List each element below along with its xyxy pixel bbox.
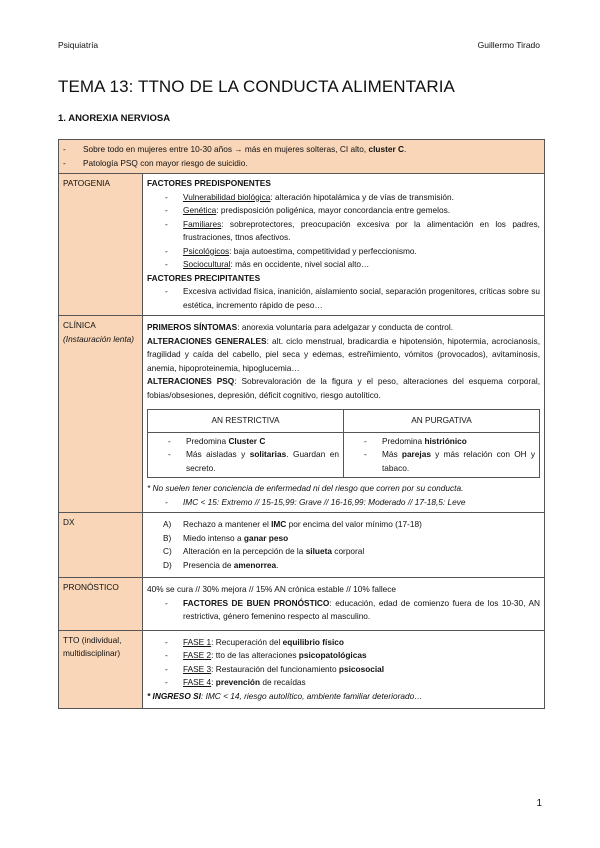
- restrictiva-item: - Más aisladas y solitarias. Guardan en secreto.: [186, 448, 339, 475]
- restrictiva-item: - Predomina Cluster C: [186, 435, 339, 449]
- page-title: TEMA 13: TTNO DE LA CONDUCTA ALIMENTARIA: [58, 77, 455, 96]
- intro-item: - Patología PSQ con mayor riesgo de suicidio.: [83, 157, 540, 171]
- predisp-item: - Sociocultural: más en occidente, nivel social alto…: [183, 258, 540, 272]
- predisp-title: FACTORES PREDISPONENTES: [147, 178, 271, 188]
- clinica-label: CLÍNICA (Instauración lenta): [59, 316, 143, 513]
- dx-item: D) Presencia de amenorrea.: [163, 559, 279, 570]
- predisp-item: - Genética: predisposición poligénica, mayor concordancia entre gemelos.: [183, 204, 540, 218]
- imc-scale: - IMC < 15: Extremo // 15-15,99: Grave // 16-16,99: Moderado // 17-18,5: Leve: [183, 496, 540, 510]
- tto-fase: - FASE 4: prevención de recaídas: [183, 676, 540, 690]
- predisp-item: - Vulnerabilidad biológica: alteración hipotalámica y de vías de transmisión.: [183, 191, 540, 205]
- dx-content: [143, 513, 545, 578]
- tto-row: [59, 630, 545, 709]
- pronostico-row: [59, 578, 545, 631]
- patogenia-content: [143, 174, 545, 316]
- tto-fase: - FASE 2: tto de las alteraciones psicopatológicas: [183, 649, 540, 663]
- purgativa-item: - Más parejas y más relación con OH y tabaco.: [382, 448, 535, 475]
- tto-content: [143, 630, 545, 709]
- page-number: 1: [536, 798, 542, 809]
- ingreso-note: * INGRESO SI: IMC < 14, riesgo autolítico, ambiente familiar deteriorado…: [147, 690, 423, 701]
- predisp-item: - Psicológicos: baja autoestima, competitividad y perfeccionismo.: [183, 245, 540, 259]
- header-left: Psiquiatría: [58, 40, 99, 50]
- section-heading: 1. ANOREXIA NERVIOSA: [58, 113, 171, 124]
- restrictiva-header: AN RESTRICTIVA: [148, 410, 344, 433]
- intro-item: - Sobre todo en mujeres entre 10-30 años → más en mujeres solteras, CI alto, cluster C.: [83, 143, 540, 157]
- intro-row: [59, 140, 545, 174]
- dx-item: B) Miedo intenso a ganar peso: [163, 532, 289, 543]
- tto-label: TTO (individual, multidisciplinar): [59, 630, 143, 709]
- precip-item: - Excesiva actividad física, inanición, aislamiento social, separación progenitores, críticas sobre su estética, incremento rápido de peso…: [183, 285, 540, 312]
- tto-fase: - FASE 3: Restauración del funcionamiento psicosocial: [183, 663, 540, 677]
- an-types-table: [147, 409, 540, 478]
- pronostico-content: [143, 578, 545, 631]
- clinica-p1: PRIMEROS SÍNTOMAS: anorexia voluntaria para adelgazar y conducta de control.: [147, 322, 454, 332]
- tto-fase: - FASE 1: Recuperación del equilibrio físico: [183, 636, 540, 650]
- header-right: Guillermo Tirado: [477, 40, 540, 50]
- predisp-item: - Familiares: sobreprotectores, preocupación excesiva por la alimentación en los padres, frustraciones, ttnos afectivos.: [183, 218, 540, 245]
- clinica-content: [143, 316, 545, 513]
- precip-title: FACTORES PRECIPITANTES: [147, 272, 261, 283]
- pronostico-label: PRONÓSTICO: [59, 578, 143, 631]
- intro-cell: [59, 140, 545, 174]
- dx-label: DX: [59, 513, 143, 578]
- pronostico-line: 40% se cura // 30% mejora // 15% AN crónica estable // 10% fallece: [147, 584, 397, 594]
- clinica-p3: ALTERACIONES PSQ: Sobrevaloración de la figura y el peso, alteraciones del esquema corporal, fobias/obsesiones, depresión, déficit cognitivo, riesgo autolítico.: [147, 376, 540, 400]
- purgativa-cell: [344, 432, 540, 478]
- buen-pronostico: - FACTORES DE BUEN PRONÓSTICO: educación, edad de comienzo fuera de los 10-30, AN restrictiva, género femenino respecto al masculino.: [183, 597, 540, 624]
- anorexia-table: [58, 139, 545, 709]
- patogenia-row: [59, 174, 545, 316]
- purgativa-item: - Predomina histriónico: [382, 435, 535, 449]
- clinica-note: * No suelen tener conciencia de enfermedad ni del riesgo que corren por su conducta.: [147, 483, 464, 493]
- restrictiva-cell: [148, 432, 344, 478]
- purgativa-header: AN PURGATIVA: [344, 410, 540, 433]
- dx-item: A) Rechazo a mantener el IMC por encima del valor mínimo (17-18): [163, 519, 422, 529]
- clinica-row: [59, 316, 545, 513]
- dx-row: [59, 513, 545, 578]
- dx-item: C) Alteración en la percepción de la silueta corporal: [163, 546, 365, 556]
- patogenia-label: PATOGENIA: [59, 174, 143, 316]
- clinica-p2: ALTERACIONES GENERALES: alt. ciclo menstrual, bradicardia e hipotensión, hipotermia, acrocianosis, fragilidad y caída del cabello, piel seca y edemas, estreñimiento, vómitos (provocados), avitaminosis, anemia, hipoproteinemia, hipoglucemia…: [147, 335, 540, 373]
